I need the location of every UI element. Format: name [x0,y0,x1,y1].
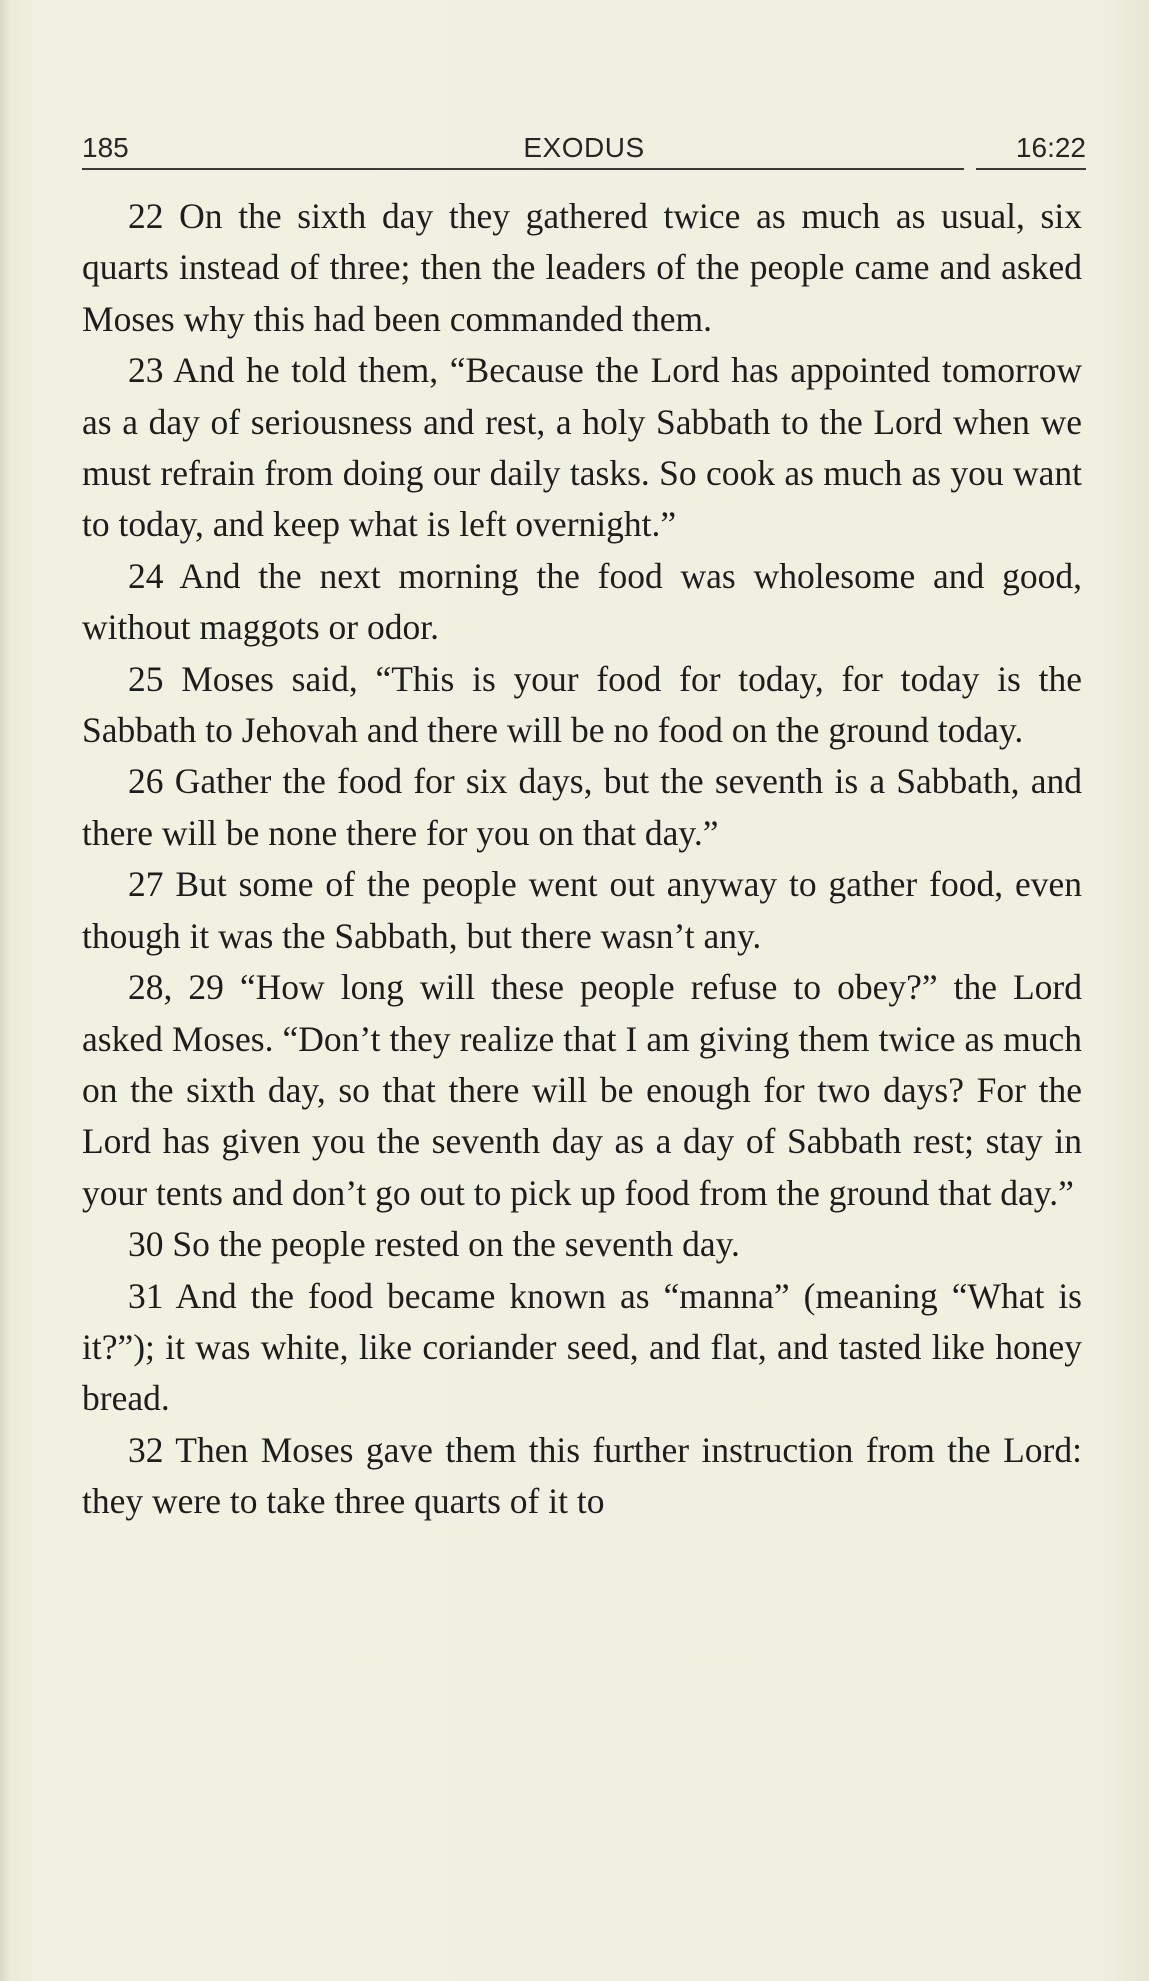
verse-24: 24 And the next morning the food was wholesome and good, without maggots or odor. [82,555,1082,648]
verse-23: 23 And he told them, “Because the Lord has appointed tomorrow as a day of seriousness and rest, a holy Sabbath to the Lord when we must refrain from doing our daily tasks. So cook as much as you want to today, and keep what is left overnight.” [82,350,1082,545]
verse-32: 32 Then Moses gave them this further instruction from the Lord: they were to take three quarts of it to [82,1429,1082,1522]
verse-27: 27 But some of the people went out anyway to gather food, even though it was the Sabbath, but there wasn’t any. [82,864,1082,956]
scripture-text [82,191,1082,1528]
verse-26: 26 Gather the food for six days, but the seventh is a Sabbath, and there will be none there for you on that day.” [82,761,1082,853]
header-rule [82,168,1086,170]
page-number: 185 [82,132,129,163]
page-spine-shadow [0,0,10,1981]
verse-25: 25 Moses said, “This is your food for today, for today is the Sabbath to Jehovah and there will be no food on the ground today. [82,658,1082,751]
header-rule-gap [964,166,976,172]
verse-22: 22 On the sixth day they gathered twice as much as usual, six quarts instead of three; then the leaders of the people came and asked Moses why this had been commanded them. [82,196,1082,339]
running-header [82,130,1086,170]
book-title: EXODUS [523,132,645,163]
verse-31: 31 And the food became known as “manna” (meaning “What is it?”); it was white, like coriander seed, and flat, and tasted like honey bread. [82,1275,1082,1419]
verse-28-29: 28, 29 “How long will these people refuse to obey?” the Lord asked Moses. “Don’t they realize that I am giving them twice as much on the sixth day, so that there will be enough for two days? For the Lord has given you the seventh day as a day of Sabbath rest; stay in your tents and don’t go out to pick up food from the ground that day.” [82,967,1082,1213]
chapter-verse-reference: 16:22 [1015,132,1086,163]
verse-30: 30 So the people rested on the seventh day. [128,1224,740,1265]
